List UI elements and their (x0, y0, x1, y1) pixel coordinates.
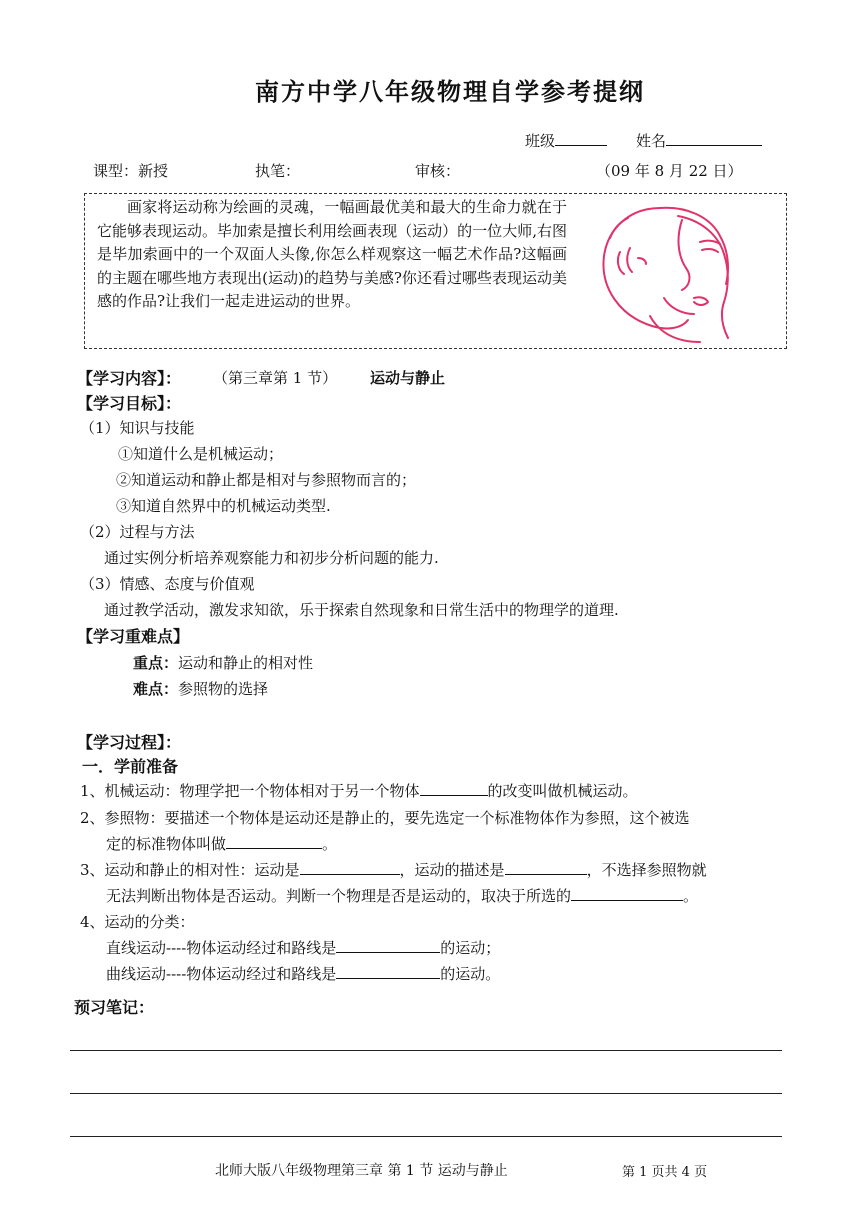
content-label: 【学习内容】： (77, 369, 182, 388)
focus-line (133, 652, 313, 673)
footer-text: 北师大版八年级物理第三章 第 1 节 运动与静止 (215, 1163, 508, 1179)
goal-2-text: 通过实例分析培养观察能力和初步分析问题的能力. (104, 549, 439, 567)
notes-line[interactable] (70, 1136, 782, 1137)
q3-text-2-end: 。 (683, 887, 699, 905)
question-3-cont (106, 885, 698, 906)
q3-text-mid: ，运动的描述是 (399, 861, 505, 879)
class-blank (555, 131, 607, 146)
name-label: 姓名 (636, 132, 667, 150)
q2-blank[interactable] (226, 834, 322, 849)
process-label: 【学习过程】： (77, 733, 182, 752)
q3-text-end: ，不选择参照物就 (586, 861, 707, 879)
q3-text: 3、运动和静止的相对性：运动是 (80, 861, 300, 879)
name-field (636, 130, 762, 151)
focus-label: 重点： (133, 654, 179, 672)
goal-3-text: 通过教学活动，激发求知欲，乐于探索自然现象和日常生活中的物理学的道理. (104, 601, 619, 619)
focus-text: 运动和静止的相对性 (178, 654, 314, 672)
intro-paragraph: 画家将运动称为绘画的灵魂，一幅画最优美和最大的生命力就在于它能够表现运动。毕加索是擅长利用绘画表现（运动）的一位大师,右图是毕加索画中的一个双面人头像,你怎么样观察这一幅艺术作品?这幅画的主题在哪些地方表现出(运动)的趋势与美感?你还看过哪些表现运动美感的作品?让我们一起走进运动的世界。 (97, 198, 567, 310)
q3-text-2: 无法判断出物体是否运动。判断一个物理是否是运动的，取决于所选的 (106, 887, 572, 905)
q3-blank-3[interactable] (571, 886, 683, 901)
question-4-a (106, 937, 500, 958)
q3-blank-1[interactable] (300, 860, 400, 875)
name-blank (666, 131, 762, 146)
key-label: 【学习重难点】 (77, 627, 190, 646)
q4b-blank[interactable] (336, 964, 440, 979)
q2-text: 定的标准物体叫做 (106, 835, 227, 853)
question-4-b (106, 963, 500, 984)
q4a-blank[interactable] (336, 938, 440, 953)
date-label: （09 年 8 月 22 日） (596, 162, 743, 180)
writer-label: 执笔： (255, 162, 301, 180)
goals-label: 【学习目标】： (77, 394, 182, 413)
intro-text (97, 196, 567, 314)
notes-line[interactable] (70, 1050, 782, 1051)
content-topic: 运动与静止 (370, 369, 446, 387)
section-heading: 一．学前准备 (82, 757, 179, 776)
notes-line[interactable] (70, 1093, 782, 1094)
intro-box (84, 193, 787, 349)
question-1 (80, 780, 638, 801)
q1-blank[interactable] (420, 781, 488, 796)
course-type: 课型：新授 (93, 162, 169, 180)
page-title: 南方中学八年级物理自学参考提纲 (255, 78, 645, 106)
difficulty-label: 难点： (133, 680, 179, 698)
question-3 (80, 859, 707, 880)
q4b-text: 曲线运动----物体运动经过和路线是 (106, 965, 337, 983)
goal-1-item: ②知道运动和静止都是相对与参照物而言的； (116, 471, 417, 489)
q1-text-end: 的改变叫做机械运动。 (487, 782, 638, 800)
goal-1-item: ③知道自然界中的机械运动类型. (116, 497, 331, 515)
page-number: 第 1 页共 4 页 (622, 1165, 708, 1180)
difficulty-text: 参照物的选择 (178, 680, 269, 698)
q4a-text-end: 的运动； (440, 939, 501, 957)
goal-3-title: （3）情感、态度与价值观 (80, 575, 255, 593)
goal-2-title: （2）过程与方法 (80, 523, 195, 541)
goal-1-title: （1）知识与技能 (80, 419, 195, 437)
picasso-double-face-portrait-icon (590, 198, 760, 344)
content-chapter: （第三章第 1 节） (213, 369, 338, 387)
q4b-text-end: 的运动。 (440, 965, 501, 983)
difficulty-line (133, 678, 268, 699)
class-label: 班级 (525, 132, 556, 150)
q1-text: 1、机械运动：物理学把一个物体相对于另一个物体 (80, 782, 420, 800)
question-2-cont (106, 833, 337, 854)
q2-text-end: 。 (322, 835, 338, 853)
q3-blank-2[interactable] (505, 860, 587, 875)
q4a-text: 直线运动----物体运动经过和路线是 (106, 939, 337, 957)
goal-1-item: ①知道什么是机械运动； (118, 445, 284, 463)
question-2: 2、参照物：要描述一个物体是运动还是静止的，要先选定一个标准物体作为参照，这个被选 (80, 809, 690, 827)
notes-label: 预习笔记： (74, 998, 155, 1017)
class-field (525, 130, 607, 151)
reviewer-label: 审核： (415, 162, 461, 180)
question-4: 4、运动的分类： (80, 913, 195, 931)
